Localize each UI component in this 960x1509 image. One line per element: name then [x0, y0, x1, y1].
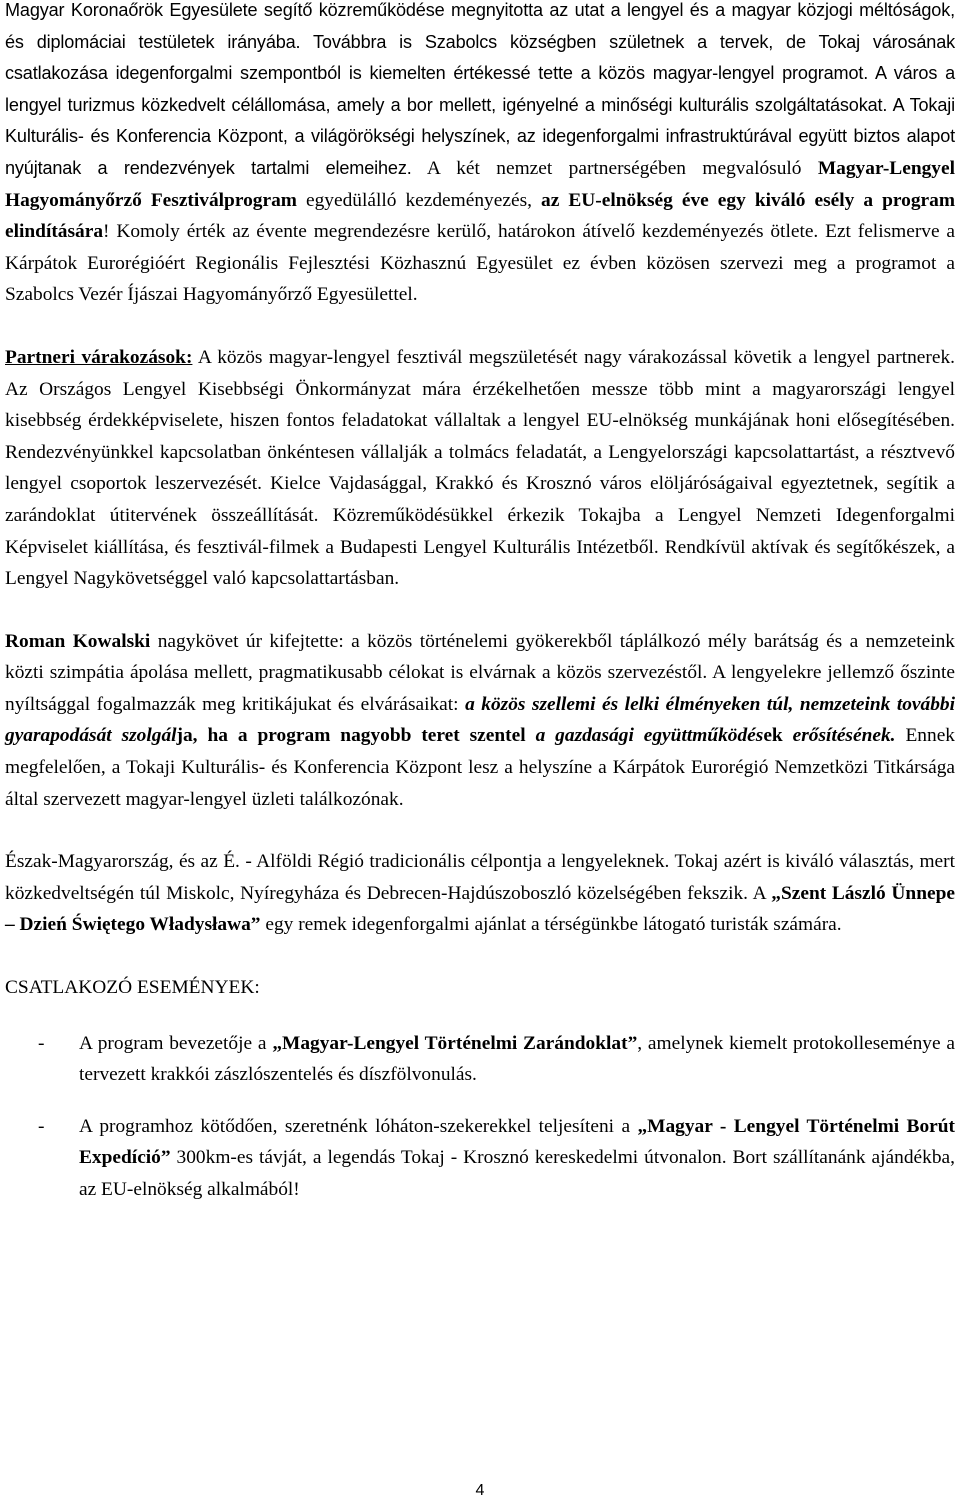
intro-sentence-1: Magyar Koronaőrök Egyesülete segítő közreműködése megnyitotta az utat a lengyel és a magyar közjogi méltóságok, és diplomáciai testületek irányába. [5, 0, 955, 52]
list-item [5, 1028, 955, 1091]
intro-sentence-5: A két nemzet partnerségében megvalósuló [411, 157, 818, 179]
ambassador-quote-1: a közös szellemi és lelki élményeken túl, nemzeteink további gyarapodását szolgál [5, 693, 955, 747]
paragraph-region [5, 846, 955, 941]
ambassador-name: Roman Kowalski [5, 630, 151, 652]
page-number: 4 [475, 1482, 485, 1499]
event-text-1: A programhoz kötődően, szeretnénk lóháton-szekerekkel teljesíteni a [79, 1115, 638, 1137]
ambassador-quote-2: ja, ha a program nagyobb teret szentel [176, 725, 536, 747]
partner-expectations-label: Partneri várakozások: [5, 346, 193, 368]
paragraph-intro [5, 0, 955, 311]
ambassador-quote-5: erősítésének. [792, 725, 896, 747]
document-page [5, 0, 955, 1206]
event-text-2: , amelynek kiemelt protokolleseménye a tervezett krakkói zászlószentelés és díszfölvonulás. [79, 1032, 955, 1086]
region-text-2: egy remek idegenforgalmi ajánlat a térségünkbe látogató turisták számára. [260, 914, 842, 936]
region-text-1: Észak-Magyarország, és az É. - Alföldi Régió tradicionális célpontja a lengyeleknek. Tokaj azért is kiváló választás, mert közkedveltségén túl Miskolc, Nyíregyháza és Debrecen-Hajdúszoboszló közelségében fekszik. A [5, 851, 955, 904]
festival-program-name: Magyar-Lengyel Hagyományőrző Fesztiválprogram [5, 157, 955, 211]
section-heading-events: CSATLAKOZÓ ESEMÉNYEK: [5, 977, 260, 999]
paragraph-spacer [5, 311, 955, 342]
intro-sentence-4: A Tokaji Kulturális- és Konferencia Központ, a világörökségi helyszínek, az idegenforgalmi infrastruktúrával együtt biztos alapot nyújtanak a rendezvények tartalmi elemeihez. [5, 94, 955, 178]
paragraph-spacer [5, 941, 955, 972]
ambassador-quote-3: a gazdasági együttműködés [535, 725, 764, 747]
event-title: „Magyar-Lengyel Történelmi Zarándoklat” [272, 1032, 638, 1054]
paragraph-spacer [5, 1004, 955, 1028]
eu-presidency-highlight: az EU-elnökség éve egy kiváló esély a program elindítására [5, 189, 955, 243]
paragraph-spacer [5, 815, 955, 846]
ambassador-text-2: Ennek megfelelően, a Tokaji Kulturális- és Konferencia Központ lesz a helyszíne a Kárpátok Eurorégió Nemzetközi Titkársága által szervezett magyar-lengyel üzleti találkozónak. [5, 725, 955, 810]
intro-sentence-7: egyedülálló kezdeményezés, [296, 189, 541, 211]
intro-sentence-3: A város a lengyel turizmus közkedvelt célállomása, amely a bor mellett, igényelné a minőségi kulturális szolgáltatásokat. [5, 63, 955, 115]
partner-expectations-text: A közös magyar-lengyel fesztivál megszületését nagy várakozással követik a lengyel partnerek. Az Országos Lengyel Kisebbségi Önkormányzat mára érzékelhetően messze több mint a magyarországi lengyel kisebbség érdekképviselete, hiszen fontos feladatokat vállaltak a lengyel EU-elnökség munkájának honi elősegítésében. Rendezvényünkkel kapcsolatban önkéntesen vállalják a tolmács feladatát, a Lengyelországi kapcsolattartást, a résztvevő lengyel csoportok leszervezését. Kielce Vajdasággal, Krakkó és Krosznó város elöljáróságaival egyeztetnek, segítik a zarándoklat útitervének összeállítását. Közreműködésükkel érkezik Tokajba a Lengyel Nemzeti Idegenforgalmi Képviselet kiállítása, és fesztivál-filmek a Budapesti Lengyel Kulturális Intézetből. Rendkívül aktívak és segítőkészek, a Lengyel Nagykövetséggel való kapcsolattartásban. [5, 346, 956, 590]
list-dash-marker: - [38, 1115, 45, 1137]
event-text-1: A program bevezetője a [79, 1032, 273, 1054]
ambassador-quote-4: ek [763, 725, 793, 747]
ambassador-text-1: nagykövet úr kifejtette: a közös történelemi gyökerekből táplálkozó mély barátság és a nemzeteink közti szimpátia ápolása mellett, pragmatikusabb célokat is elvárnak a közös szervezéstől. A lengyelekre jellemző őszinte nyíltsággal fogalmazzák meg kritikájukat és elvárásaikat: [5, 630, 955, 715]
paragraph-ambassador [5, 626, 955, 816]
events-list [5, 1028, 955, 1206]
intro-sentence-9: ! Komoly érték az évente megrendezésre kerülő, határokon átívelő kezdeményezés ötlete. Ezt felismerve a Kárpátok Eurorégióért Regionális Fejlesztési Közhasznú Egyesület ez évben közösen szervezi meg a programot a Szabolcs Vezér Íjászai Hagyományőrző Egyesülettel. [5, 221, 955, 306]
paragraph-partner-expectations [5, 342, 955, 595]
intro-sentence-2: Továbbra is Szabolcs községben születnek a tervek, de Tokaj városának csatlakozása idegenforgalmi szempontból is kiemelten értékessé tette a közös magyar-lengyel programot. [5, 31, 955, 84]
list-item [5, 1111, 955, 1206]
event-text-2: 300km-es távját, a legendás Tokaj - Krosznó kereskedelmi útvonalon. Bort szállítanánk ajándékba, az EU-elnökség alkalmából! [79, 1147, 955, 1200]
saint-laszlo-festival-name: „Szent László Ünnepe – Dzień Świętego Władysława” [5, 882, 955, 936]
event-title: „Magyar - Lengyel Történelmi Borút Expedíció” [79, 1115, 955, 1169]
paragraph-spacer [5, 595, 955, 626]
list-dash-marker: - [38, 1032, 45, 1054]
